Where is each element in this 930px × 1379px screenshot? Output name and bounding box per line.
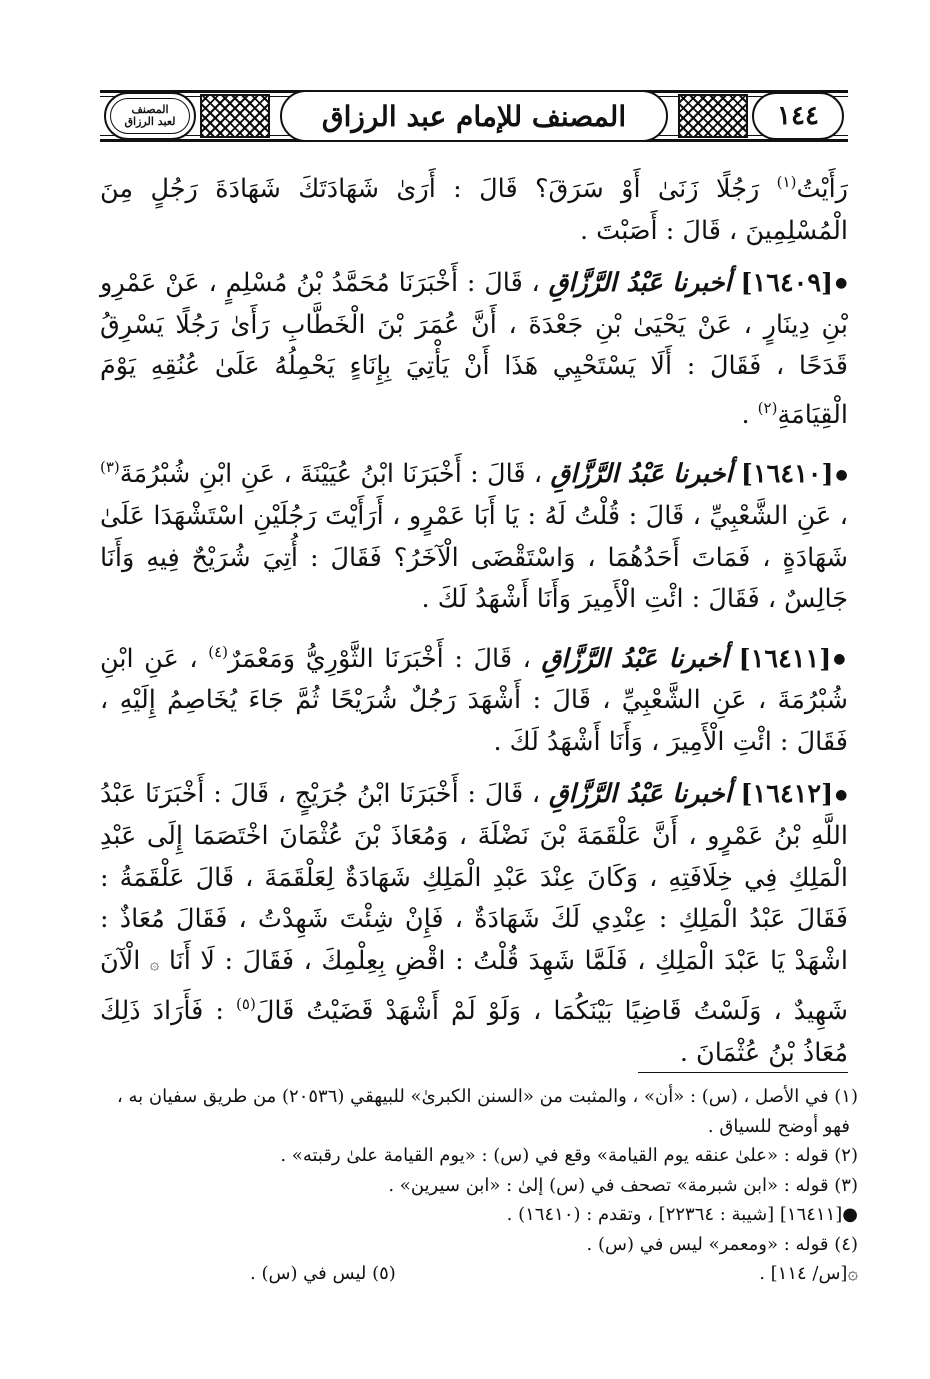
- footnote-source-16411: ●[١٦٤١١] [شيبة : ٢٢٣٦٤] ، وتقدم : (١٦٤١٠) .: [506, 1204, 858, 1225]
- logo-line-2: لعبد الرزاق: [124, 115, 176, 128]
- hadith-entry-16412: ●[١٦٤١٢] أخبرنا عَبْدُ الرَّزَّاقِ ، قَالَ : أَخْبَرَنَا ابْنُ جُرَيْجٍ ، قَالَ : أَخْبَرَنَا عَبْدُ اللَّهِ بْنُ عَمْرٍو ، أَنَّ عَلْقَمَةَ بْنَ نَضْلَةَ ، وَمُعَاذَ بْنَ عُثْمَانَ اخْتَصَمَا إِلَى عَبْدِ الْمَلِكِ فِي خِلَافَتِهِ ، وَكَانَ عِنْدَ عَبْدِ الْمَلِكِ شَهَادَةٌ لِعَلْقَمَةَ ، قَالَ عَلْقَمَةُ : فَقَالَ عَبْدُ الْمَلِكِ : عِنْدِي لَكَ شَهَادَةٌ ، فَإِنْ شِئْتَ شَهِدْتُ ، فَقَالَ مُعَاذٌ : اشْهَدْ يَا عَبْدَ الْمَلِكِ ، فَلَمَّا شَهِدَ قُلْتُ : اقْضِ بِعِلْمِكَ ، فَقَالَ : لَا أَنَا ۞ الْآنَ شَهِيدٌ ، وَلَسْتُ قَاضِيًا بَيْنَكُمَا ، وَلَوْ لَمْ أَشْهَدْ قَضَيْتُ قَالَ$^{(٥)}$ : فَأَرَادَ ذَلِكَ مُعَاذُ بْنُ عُثْمَانَ .: [100, 779, 849, 1068]
- footnote-divider: [638, 1072, 848, 1073]
- footnote-ref-4: (٤): [208, 642, 229, 661]
- bullet-icon: ●: [835, 275, 849, 292]
- footnote-5: (٥) ليس في (س) .: [250, 1263, 396, 1284]
- entry-number: [١٦٤١٠]: [740, 459, 834, 490]
- entry-isnad: أخبرنا عَبْدُ الرَّزَّاقِ: [550, 459, 733, 490]
- entry-number: [١٦٤١١]: [738, 643, 832, 674]
- bullet-icon: ●: [833, 650, 848, 667]
- footnote-1: (١) في الأصل ، (س) : «أن» ، والمثبت من «السنن الكبرىٰ» للبيهقي (٢٠٥٣٦) من طريق سفيان به ،: [116, 1086, 858, 1107]
- header-ornament-left: [200, 94, 270, 138]
- entry-isnad: أخبرنا عَبْدُ الرَّزَّاقِ: [548, 268, 732, 298]
- footnote-3: (٣) قوله : «ابن شبرمة» تصحف في (س) إلىٰ : «ابن سيرين» .: [388, 1174, 858, 1196]
- bullet-icon: ●: [835, 466, 848, 483]
- footnote-ref-5: (٥): [236, 995, 256, 1013]
- running-title: المصنف للإمام عبد الرزاق: [280, 90, 668, 142]
- page-header: [100, 86, 848, 146]
- entry-isnad: أخبرنا عَبْدُ الرَّزَّاقِ: [541, 643, 729, 674]
- footnote-1-continued: فهو أوضح للسياق .: [707, 1115, 850, 1137]
- hadith-entry-16410: ●[١٦٤١٠] أخبرنا عَبْدُ الرَّزَّاقِ ، قَالَ : أَخْبَرَنَا ابْنُ عُيَيْنَةَ ، عَنِ ابْنِ شُبْرُمَةَ$^{(٣)}$ ، عَنِ الشَّعْبِيِّ ، قَالَ : قُلْتُ لَهُ : يَا أَبَا عَمْرٍو ، أَرَأَيْتَ رَجُلَيْنِ اسْتَشْهَدَا عَلَىٰ شَهَادَةٍ ، فَمَاتَ أَحَدُهُمَا ، وَاسْتَقْضَى الْآخَرُ؟ فَقَالَ : أُتِيَ شُرَيْحٌ فِيهِ وَأَنَا جَالِسٌ ، فَقَالَ : ائْتِ الْأَمِيرَ وَأَنَا أَشْهَدُ لَكَ .: [100, 458, 848, 614]
- page-number: ١٤٤: [752, 92, 844, 140]
- entry-number: [١٦٤٠٩]: [740, 268, 834, 298]
- book-logo: [104, 92, 196, 140]
- header-ornament-right: [678, 94, 748, 138]
- footnote-ref-2: (٢): [757, 398, 778, 417]
- footnote-ref-1: (١): [776, 173, 797, 191]
- footnotes: [100, 1082, 858, 1289]
- entry-number: [١٦٤١٢]: [740, 779, 834, 810]
- main-text: [100, 162, 848, 1074]
- manuscript-marker-icon: ۞: [149, 953, 160, 973]
- footnote-2: (٢) قوله : «علىٰ عنقه يوم القيامة» وقع في (س) : «يوم القيامة علىٰ رقبته» .: [280, 1145, 858, 1166]
- entry-isnad: أخبرنا عَبْدُ الرَّزَّاقِ: [548, 779, 732, 810]
- hadith-entry-16411: ●[١٦٤١١] أخبرنا عَبْدُ الرَّزَّاقِ ، قَالَ : أَخْبَرَنَا الثَّوْرِيُّ وَمَعْمَرٌ$^{(٤)}$ ، عَنِ ابْنِ شُبْرُمَةَ ، عَنِ الشَّعْبِيِّ ، قَالَ : أَشْهَدَ رَجُلٌ شُرَيْحًا ثُمَّ جَاءَ يُخَاصِمُ إِلَيْهِ ، فَقَالَ : ائْتِ الْأَمِيرَ ، وَأَنَا أَشْهَدُ لَكَ .: [100, 642, 848, 757]
- bullet-icon: ●: [835, 786, 848, 803]
- hadith-entry-16409: ●[١٦٤٠٩] أخبرنا عَبْدُ الرَّزَّاقِ ، قَالَ : أَخْبَرَنَا مُحَمَّدُ بْنُ مُسْلِمٍ ، عَنْ عَمْرِو بْنِ دِينَارٍ ، عَنْ يَحْيَىٰ بْنِ جَعْدَةَ ، أَنَّ عُمَرَ بْنَ الْخَطَّابِ رَأَىٰ رَجُلًا يَسْرِقُ قَدَحًا ، فَقَالَ : أَلَا يَسْتَحْيِي هَذَا أَنْ يَأْتِيَ بِإِنَاءٍ يَحْمِلُهُ عَلَىٰ عُنُقِهِ يَوْمَ الْقِيَامَةِ$^{(٢)}$ .: [100, 268, 849, 430]
- footnote-ref-3: (٣): [100, 458, 120, 477]
- footnote-manuscript-marker: ۞[س/ ١١٤] .: [759, 1263, 858, 1284]
- logo-line-1: المصنف: [131, 103, 169, 117]
- footnote-last-line: [100, 1259, 858, 1289]
- footnote-4: (٤) قوله : «ومعمر» ليس في (س) .: [586, 1233, 858, 1255]
- paragraph-continuation: رَأَيْتُ$^{(١)}$ رَجُلًا زَنَىٰ أَوْ سَرَقَ؟ قَالَ : أَرَىٰ شَهَادَتَكَ شَهَادَةَ رَجُلٍ مِنَ الْمُسْلِمِينَ ، قَالَ : أَصَبْتَ .: [100, 173, 848, 246]
